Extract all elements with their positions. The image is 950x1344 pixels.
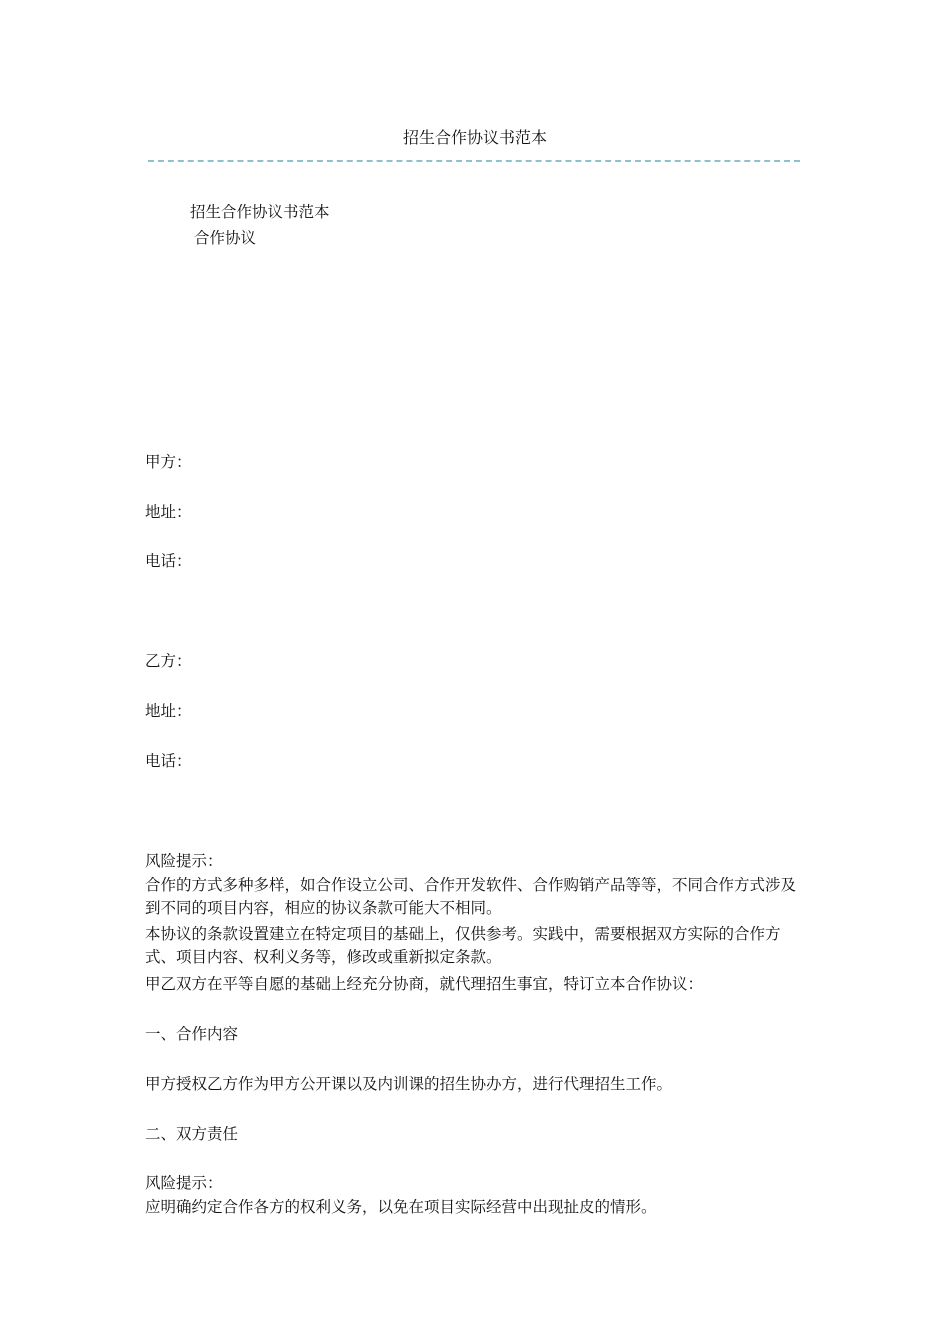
party-b-address-label: 地址： (145, 702, 192, 720)
risk-notice-paragraph: 应明确约定合作各方的权利义务，以免在项目实际经营中出现扯皮的情形。 (145, 1198, 657, 1216)
section-heading: 一、合作内容 (145, 1025, 239, 1043)
party-a-name-label: 甲方： (145, 453, 192, 471)
risk-notice-paragraph: 本协议的条款设置建立在特定项目的基础上，仅供参考。实践中，需要根据双方实际的合作方式、项目内容、权利义务等，修改或重新拟定条款。 (145, 925, 781, 966)
section-body: 甲方授权乙方作为甲方公开课以及内训课的招生协办方，进行代理招生工作。 (145, 1075, 673, 1093)
section-heading: 二、双方责任 (145, 1125, 239, 1143)
heading-title: 招生合作协议书范本 (190, 203, 330, 221)
header-divider (148, 160, 800, 162)
party-b-phone-label: 电话： (145, 752, 192, 770)
risk-notice-paragraph: 合作的方式多种多样，如合作设立公司、合作开发软件、合作购销产品等等，不同合作方式涉及到不同的项目内容，相应的协议条款可能大不相同。 (145, 876, 797, 917)
party-b-name-label: 乙方： (145, 652, 192, 670)
party-a-phone-label: 电话： (145, 552, 192, 570)
party-a-address-label: 地址： (145, 503, 192, 521)
risk-notice-label: 风险提示： (145, 852, 223, 870)
risk-notice-label: 风险提示： (145, 1174, 223, 1192)
heading-subtitle: 合作协议 (194, 229, 257, 247)
intro-paragraph: 甲乙双方在平等自愿的基础上经充分协商，就代理招生事宜，特订立本合作协议： (145, 975, 704, 993)
document-header-title: 招生合作协议书范本 (402, 128, 547, 147)
